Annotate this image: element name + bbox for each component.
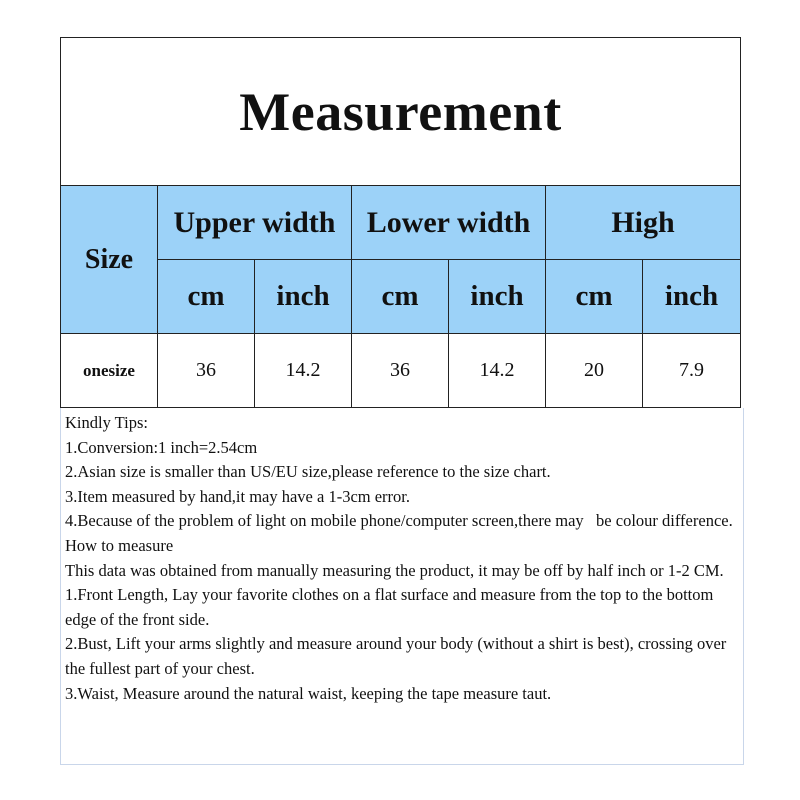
tip-line: 2.Asian size is smaller than US/EU size,please reference to the size chart. <box>65 462 551 482</box>
value-cell: 36 <box>158 334 255 408</box>
group-header-upper-width: Upper width <box>158 186 352 260</box>
value-cell: 20 <box>546 334 643 408</box>
table-row <box>61 334 741 408</box>
size-label-cell: onesize <box>61 334 158 408</box>
tips-box <box>60 408 744 765</box>
page-title: Measurement <box>239 81 562 142</box>
size-chart-table <box>60 37 741 408</box>
unit-header: inch <box>449 260 546 334</box>
title-cell <box>61 38 741 186</box>
how-to-measure-heading: How to measure <box>65 535 174 555</box>
tip-line: 3.Item measured by hand,it may have a 1-3cm error. <box>65 486 411 506</box>
value-cell: 36 <box>352 334 449 408</box>
tip-line: 4.Because of the problem of light on mobile phone/computer screen,there may be colour difference. <box>65 511 733 531</box>
unit-header: cm <box>352 260 449 334</box>
tip-line: 1.Front Length, Lay your favorite clothes on a flat surface and measure from the top to the bottom edge of the front side. <box>65 585 714 629</box>
tips-heading: Kindly Tips: <box>65 413 148 432</box>
value-cell: 14.2 <box>255 334 352 408</box>
unit-header: cm <box>158 260 255 334</box>
size-header: Size <box>61 186 158 334</box>
unit-header: cm <box>546 260 643 334</box>
measurement-sheet <box>60 37 740 765</box>
group-header-lower-width: Lower width <box>352 186 546 260</box>
value-cell: 14.2 <box>449 334 546 408</box>
tip-line: This data was obtained from manually measuring the product, it may be off by half inch or 1-2 CM. <box>65 560 724 580</box>
tip-line: 1.Conversion:1 inch=2.54cm <box>65 437 258 457</box>
tip-line: 2.Bust, Lift your arms slightly and measure around your body (without a shirt is best), crossing over the fullest part of your chest. <box>65 634 727 678</box>
tip-line: 3.Waist, Measure around the natural waist, keeping the tape measure taut. <box>65 683 552 703</box>
unit-header: inch <box>255 260 352 334</box>
value-cell: 7.9 <box>643 334 741 408</box>
group-header-high: High <box>546 186 741 260</box>
unit-header: inch <box>643 260 741 334</box>
